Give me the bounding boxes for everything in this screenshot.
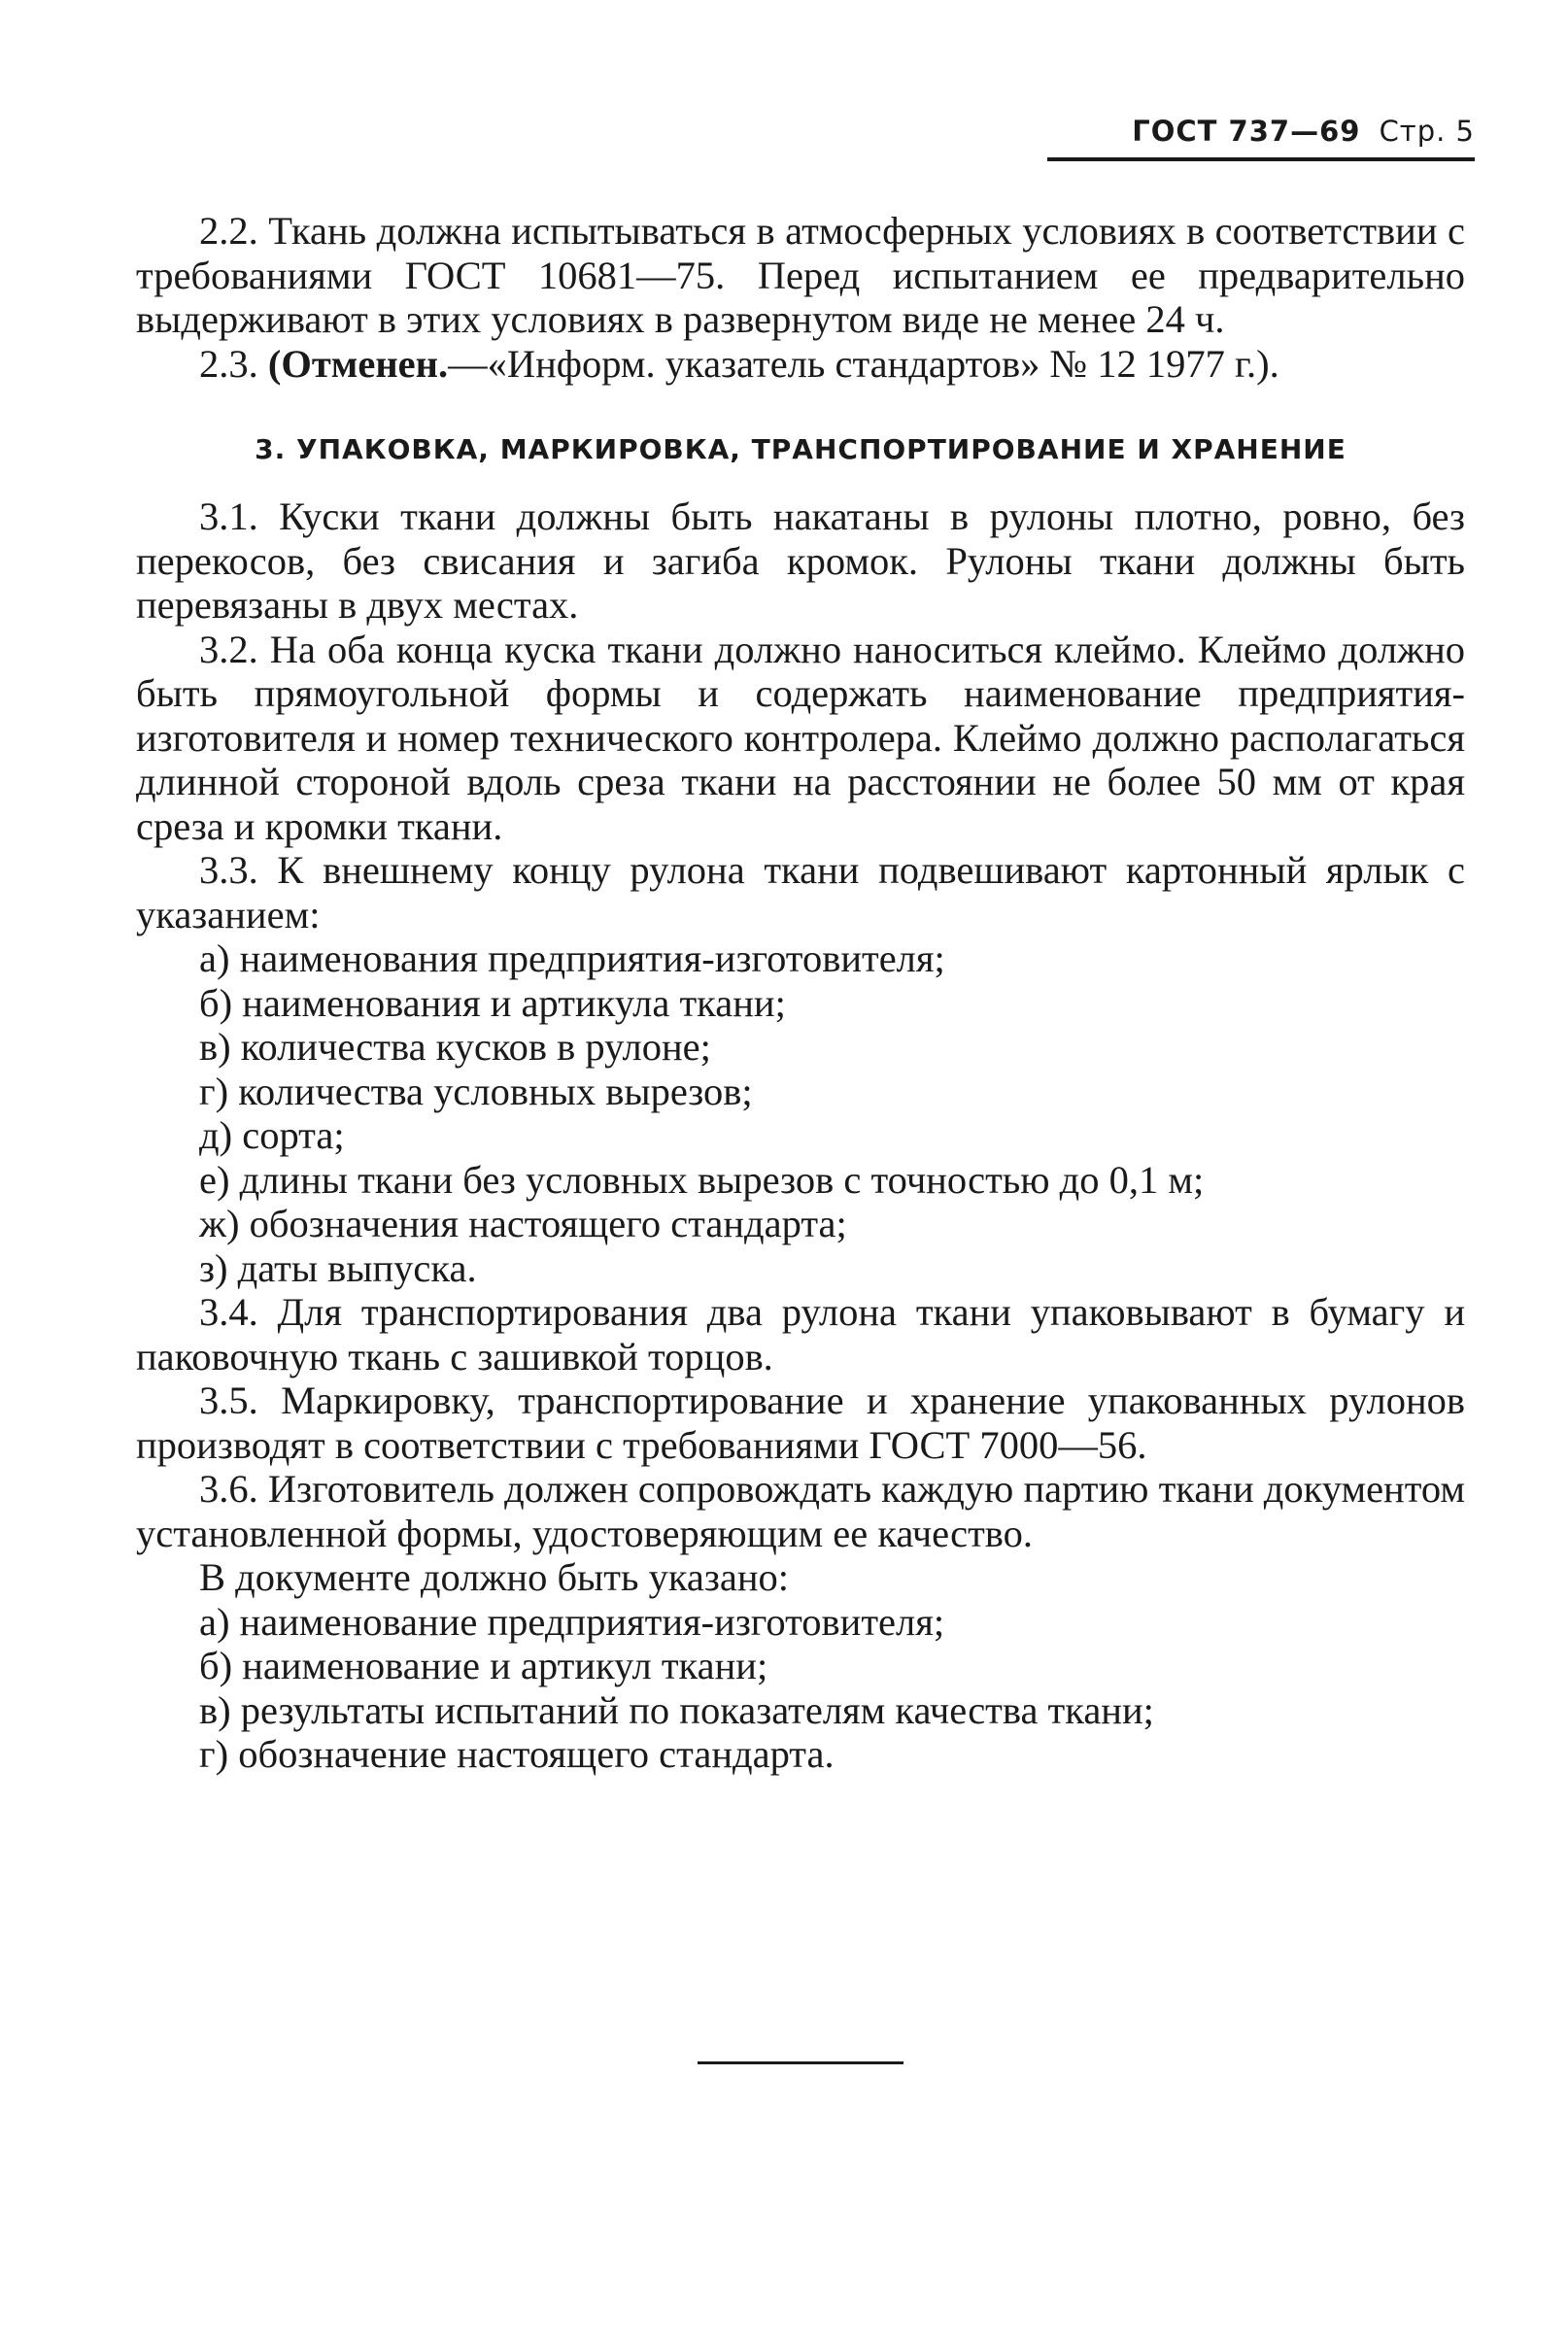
header-rule: [1047, 157, 1475, 161]
list-item: а) наименования предприятия-изготовителя;: [199, 936, 945, 980]
list-item: е) длины ткани без условных вырезов с точностью до 0,1 м;: [199, 1157, 1205, 1202]
list-item: г) количества условных вырезов;: [199, 1069, 753, 1113]
paragraph-3-1: 3.1. Куски ткани должны быть накатаны в рулоны плотно, ровно, без перекосов, без свисания и загиба кромок. Рулоны ткани должны быть перевязаны в двух местах.: [136, 494, 1465, 627]
list-item: д) сорта;: [199, 1113, 345, 1157]
paragraph-2-2: 2.2. Ткань должна испытываться в атмосферных условиях в соответствии с требованиями ГОСТ 10681—75. Перед испытанием ее предварительно выдерживают в этих условиях в развернутом виде не менее 24 ч.: [136, 209, 1465, 341]
standard-code: ГОСТ 737—69: [1132, 115, 1361, 148]
paragraph-3-3: 3.3. К внешнему концу рулона ткани подвешивают картонный ярлык с указанием:: [136, 848, 1465, 936]
paragraph-2-3-cancelled: (Отменен.: [267, 341, 449, 386]
paragraph-document-contents: В документе должно быть указано:: [199, 1555, 790, 1599]
paragraph-3-6: 3.6. Изготовитель должен сопровождать каждую партию ткани документом установленной формы, удостоверяющим ее качество.: [136, 1467, 1466, 1555]
paragraph-3-2: 3.2. На оба конца куска ткани должно наноситься клеймо. Клеймо должно быть прямоугольной формы и содержать наименование предприятия-изготовителя и номер технического контролера. Клеймо должно располагаться длинной стороной вдоль среза ткани на расстоянии не более 50 мм от края среза и кромки ткани.: [136, 627, 1465, 848]
paragraph-3-5: 3.5. Маркировку, транспортирование и хранение упакованных рулонов производят в соответствии с требованиями ГОСТ 7000—56.: [136, 1378, 1465, 1467]
list-item: в) результаты испытаний по показателям качества ткани;: [199, 1687, 1154, 1732]
paragraph-2-3-reference: —«Информ. указатель стандартов» № 12 1977 г.).: [448, 341, 1279, 386]
running-header: [1132, 115, 1475, 148]
page-number: Стр. 5: [1379, 115, 1475, 148]
list-item: в) количества кусков в рулоне;: [199, 1025, 711, 1069]
end-divider: [698, 2061, 903, 2064]
list-item: б) наименования и артикула ткани;: [199, 980, 786, 1025]
list-item: б) наименование и артикул ткани;: [199, 1644, 768, 1687]
list-item: а) наименование предприятия-изготовителя;: [199, 1599, 945, 1644]
section-3-title: 3. УПАКОВКА, МАРКИРОВКА, ТРАНСПОРТИРОВАНИЕ И ХРАНЕНИЕ: [255, 433, 1346, 465]
list-item: з) даты выпуска.: [199, 1245, 477, 1290]
list-item: г) обозначение настоящего стандарта.: [199, 1732, 835, 1776]
paragraph-2-3-number: 2.3.: [199, 341, 258, 386]
list-item: ж) обозначения настоящего стандарта;: [199, 1202, 847, 1245]
paragraph-3-4: 3.4. Для транспортирования два рулона ткани упаковывают в бумагу и паковочную ткань с зашивкой торцов.: [136, 1290, 1465, 1378]
paragraph-2-3: [136, 342, 1465, 387]
document-body: [136, 209, 1465, 1777]
